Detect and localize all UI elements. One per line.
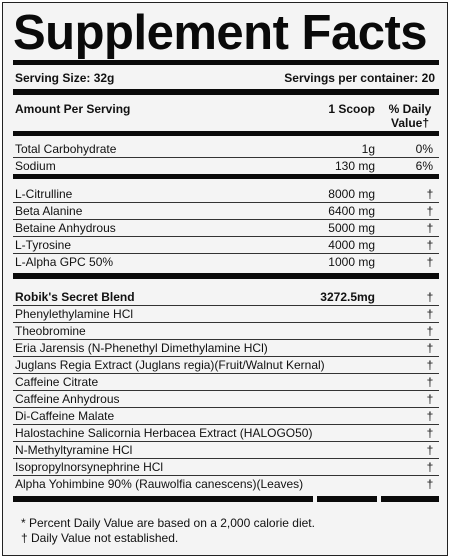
active-name: L-Citrulline bbox=[15, 187, 73, 201]
blend-item-name: Alpha Yohimbine 90% (Rauwolfia canescens)(Leaves) bbox=[15, 477, 304, 491]
active-dv: † bbox=[426, 255, 434, 269]
active-dv: † bbox=[426, 238, 434, 252]
dv-header-line2: Value† bbox=[390, 116, 430, 130]
blend-item-dv: † bbox=[426, 460, 434, 474]
dv-header-line1: % Daily bbox=[388, 102, 432, 116]
blend-item-divider bbox=[13, 475, 439, 476]
serving-size: Serving Size: 32g bbox=[15, 71, 115, 85]
blend-item-name: Halostachine Salicornia Herbacea Extract (HALOGO50) bbox=[15, 426, 313, 440]
blend-item-dv: † bbox=[426, 426, 434, 440]
blend-item-dv: † bbox=[426, 375, 434, 389]
macro-name: Sodium bbox=[15, 159, 56, 173]
macro-name: Total Carbohydrate bbox=[15, 142, 117, 156]
macro-divider bbox=[13, 157, 439, 158]
title-rule bbox=[13, 60, 439, 65]
scoop-header: 1 Scoop bbox=[328, 102, 375, 116]
blend-item-divider bbox=[13, 390, 439, 391]
blend-item-dv: † bbox=[426, 341, 434, 355]
blend-amount: 3272.5mg bbox=[320, 290, 375, 304]
active-dv: † bbox=[426, 204, 434, 218]
blend-item-divider bbox=[13, 322, 439, 323]
blend-divider bbox=[13, 305, 439, 306]
actives-rule bbox=[13, 273, 439, 279]
blend-item-name: Phenylethylamine HCl bbox=[15, 307, 134, 321]
blend-item-divider bbox=[13, 458, 439, 459]
active-divider bbox=[13, 253, 439, 254]
active-amount: 8000 mg bbox=[328, 187, 375, 201]
blend-name: Robik's Secret Blend bbox=[15, 290, 135, 304]
header-rule bbox=[13, 131, 439, 136]
active-name: Betaine Anhydrous bbox=[15, 221, 116, 235]
serving-rule bbox=[13, 89, 439, 95]
blend-column-rule-right bbox=[381, 496, 439, 502]
footnote-dv-not-established: † Daily Value not established. bbox=[21, 531, 179, 545]
active-divider bbox=[13, 202, 439, 203]
blend-item-dv: † bbox=[426, 392, 434, 406]
blend-column-rule-left bbox=[13, 496, 313, 502]
blend-dv: † bbox=[426, 290, 434, 304]
blend-item-name: Theobromine bbox=[15, 324, 86, 338]
blend-item-dv: † bbox=[426, 307, 434, 321]
active-amount: 6400 mg bbox=[328, 204, 375, 218]
active-amount: 5000 mg bbox=[328, 221, 375, 235]
active-name: L-Tyrosine bbox=[15, 238, 72, 252]
active-amount: 1000 mg bbox=[328, 255, 375, 269]
supplement-facts-panel bbox=[2, 2, 448, 556]
blend-item-name: Di-Caffeine Malate bbox=[15, 409, 115, 423]
active-name: L-Alpha GPC 50% bbox=[15, 255, 114, 269]
active-dv: † bbox=[426, 187, 434, 201]
macro-amount: 1g bbox=[361, 142, 375, 156]
blend-item-name: Caffeine Anhydrous bbox=[15, 392, 120, 406]
blend-item-name: Caffeine Citrate bbox=[15, 375, 99, 389]
blend-item-dv: † bbox=[426, 477, 434, 491]
amount-per-serving-header: Amount Per Serving bbox=[15, 102, 131, 116]
blend-item-divider bbox=[13, 407, 439, 408]
footnote-percent-dv: * Percent Daily Value are based on a 2,000 calorie diet. bbox=[21, 516, 315, 530]
blend-item-dv: † bbox=[426, 324, 434, 338]
macro-amount: 130 mg bbox=[334, 159, 375, 173]
blend-item-name: Eria Jarensis (N-Phenethyl Dimethylamine HCl) bbox=[15, 341, 268, 355]
blend-item-divider bbox=[13, 373, 439, 374]
active-name: Beta Alanine bbox=[15, 204, 83, 218]
macro-dv: 0% bbox=[415, 142, 433, 156]
active-dv: † bbox=[426, 221, 434, 235]
blend-item-divider bbox=[13, 441, 439, 442]
blend-column-rule-mid bbox=[317, 496, 377, 502]
blend-item-dv: † bbox=[426, 443, 434, 457]
servings-per-container: Servings per container: 20 bbox=[284, 71, 435, 85]
blend-item-divider bbox=[13, 424, 439, 425]
blend-item-divider bbox=[13, 356, 439, 357]
blend-item-dv: † bbox=[426, 409, 434, 423]
blend-item-name: Isopropylnorsynephrine HCl bbox=[15, 460, 164, 474]
blend-item-name: N-Methyltyramine HCl bbox=[15, 443, 133, 457]
active-divider bbox=[13, 219, 439, 220]
blend-item-name: Juglans Regia Extract (Juglans regia)(Fruit/Walnut Kernal) bbox=[15, 358, 325, 372]
panel-title: Supplement Facts bbox=[13, 6, 428, 60]
active-amount: 4000 mg bbox=[328, 238, 375, 252]
blend-item-dv: † bbox=[426, 358, 434, 372]
macro-rule bbox=[13, 174, 439, 179]
macro-dv: 6% bbox=[415, 159, 433, 173]
active-divider bbox=[13, 236, 439, 237]
blend-item-divider bbox=[13, 339, 439, 340]
